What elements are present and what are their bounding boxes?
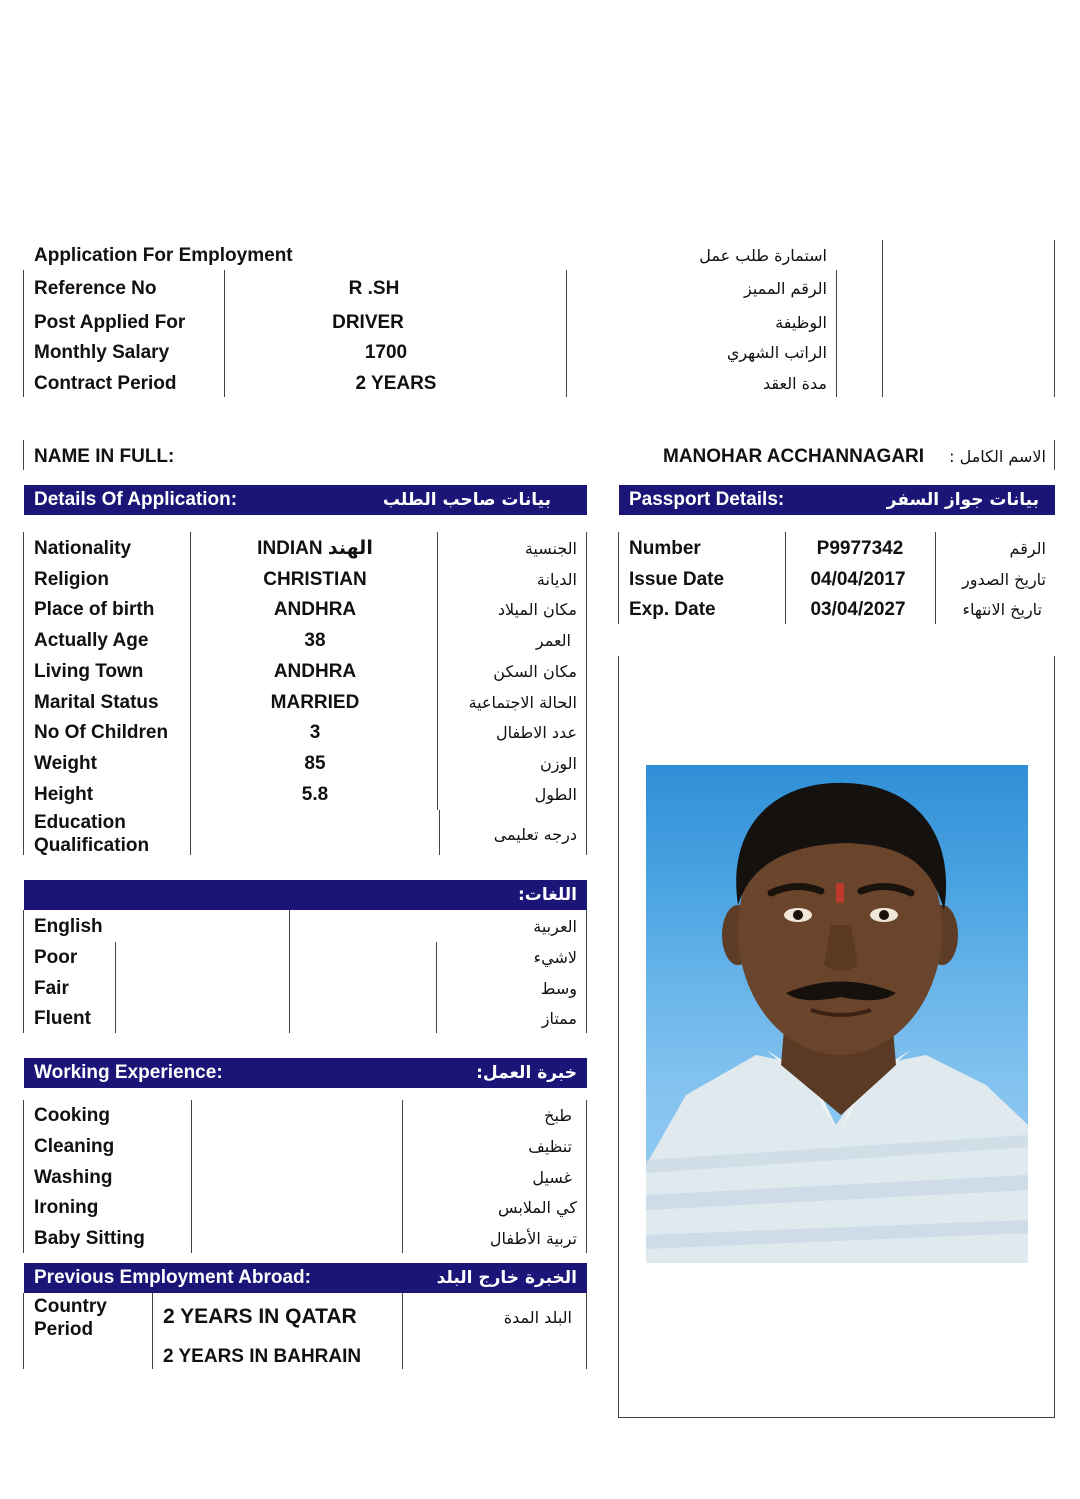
experience-cooking-label: Cooking [34,1105,110,1126]
reference-no-arabic: الرقم المميز [743,279,827,298]
age-label: Actually Age [34,630,149,651]
language-fluent-label: Fluent [34,1008,91,1029]
post-applied-label: Post Applied For [34,312,186,333]
passport-header-bar [619,485,1055,515]
exp-date-arabic: تاريخ الانتهاء [962,600,1042,619]
education-arabic: درجه تعليمى [493,825,577,844]
exp-date-label: Exp. Date [629,599,716,620]
weight-label: Weight [34,753,97,774]
experience-cooking-arabic: طبخ [544,1106,572,1125]
form-title-arabic: استمارة طلب عمل [699,246,827,265]
issue-date-value: 04/04/2017 [810,569,906,590]
previous-title: Previous Employment Abroad: [34,1267,311,1288]
language-poor-arabic: لاشيء [533,948,577,967]
height-value: 5.8 [301,784,329,805]
previous-period-label: Period [34,1319,94,1340]
details-title: Details Of Application: [34,489,238,510]
previous-title-arabic: الخبرة خارج البلد [436,1268,577,1288]
language-fair-arabic: وسط [540,979,577,998]
education-label-line2: Qualification [34,835,150,856]
experience-ironing-label: Ironing [34,1197,99,1218]
applicant-photo [646,765,1028,1263]
experience-cleaning-label: Cleaning [34,1136,115,1157]
place-of-birth-arabic: مكان الميلاد [497,600,577,619]
contract-period-arabic: مدة العقد [763,374,827,393]
passport-title: Passport Details: [629,489,785,510]
language-arabic-label: العربية [533,917,577,936]
living-town-label: Living Town [34,661,144,682]
experience-header-bar [24,1058,587,1088]
full-name-label: NAME IN FULL: [34,446,175,467]
reference-no-value: R .SH [348,278,400,299]
full-name-value: MANOHAR ACCHANNAGARI [663,446,925,467]
details-title-arabic: بيانات صاحب الطلب [382,490,551,510]
passport-number-arabic: الرقم [1009,539,1046,558]
experience-title-arabic: خبرة العمل: [476,1063,577,1083]
height-arabic: الطول [534,785,577,804]
place-of-birth-value: ANDHRA [273,599,357,620]
post-applied-arabic: الوظيفة [775,313,827,332]
previous-entry-bahrain: 2 YEARS IN BAHRAIN [163,1346,362,1367]
passport-title-arabic: بيانات جواز السفر [886,490,1039,510]
marital-status-arabic: الحالة الاجتماعية [468,693,577,712]
monthly-salary-arabic: الراتب الشهري [726,343,827,362]
exp-date-value: 03/04/2027 [810,599,906,620]
language-poor-label: Poor [34,947,78,968]
marital-status-label: Marital Status [34,692,159,713]
full-name-arabic: الاسم الكامل : [949,447,1046,466]
place-of-birth-label: Place of birth [34,599,155,620]
religion-arabic: الديانة [536,570,577,589]
experience-cleaning-arabic: تنظيف [528,1137,572,1156]
religion-value: CHRISTIAN [263,569,367,590]
experience-washing-label: Washing [34,1167,113,1188]
language-english-label: English [34,916,103,937]
contract-period-value: 2 YEARS [355,373,437,394]
nationality-arabic: الجنسية [524,539,577,558]
monthly-salary-value: 1700 [364,342,408,363]
post-applied-value: DRIVER [332,312,404,333]
height-label: Height [34,784,94,805]
experience-washing-arabic: غسيل [532,1168,572,1187]
nationality-value: INDIAN الهند [257,538,373,559]
language-fluent-arabic: ممتاز [541,1009,577,1028]
contract-period-label: Contract Period [34,373,177,394]
reference-no-label: Reference No [34,278,157,299]
issue-date-arabic: تاريخ الصدور [962,570,1046,589]
living-town-value: ANDHRA [273,661,357,682]
issue-date-label: Issue Date [629,569,725,590]
weight-value: 85 [304,753,326,774]
experience-baby-sitting-arabic: تربية الأطفال [489,1229,577,1248]
marital-status-value: MARRIED [270,692,360,713]
languages-header-bar [24,880,587,910]
children-value: 3 [309,722,321,743]
age-arabic: العمر [535,631,571,650]
passport-number-value: P9977342 [816,538,904,559]
children-label: No Of Children [34,722,169,743]
experience-baby-sitting-label: Baby Sitting [34,1228,145,1249]
nationality-label: Nationality [34,538,132,559]
experience-title: Working Experience: [34,1062,223,1083]
previous-country-label: Country [34,1296,107,1317]
age-value: 38 [304,630,326,651]
previous-header-bar [24,1263,587,1293]
languages-title-arabic: اللغات: [517,885,577,905]
details-header-bar [24,485,587,515]
weight-arabic: الوزن [539,754,577,773]
previous-entry-qatar: 2 YEARS IN QATAR [163,1305,357,1328]
children-arabic: عدد الاطفال [495,723,577,742]
living-town-arabic: مكان السكن [493,662,577,681]
experience-ironing-arabic: كي الملابس [497,1198,577,1217]
education-label-line1: Education [34,812,126,833]
language-fair-label: Fair [34,978,69,999]
form-title: Application For Employment [34,245,293,266]
passport-number-label: Number [629,538,701,559]
religion-label: Religion [34,569,109,590]
monthly-salary-label: Monthly Salary [34,342,170,363]
previous-arabic: البلد المدة [503,1308,572,1327]
